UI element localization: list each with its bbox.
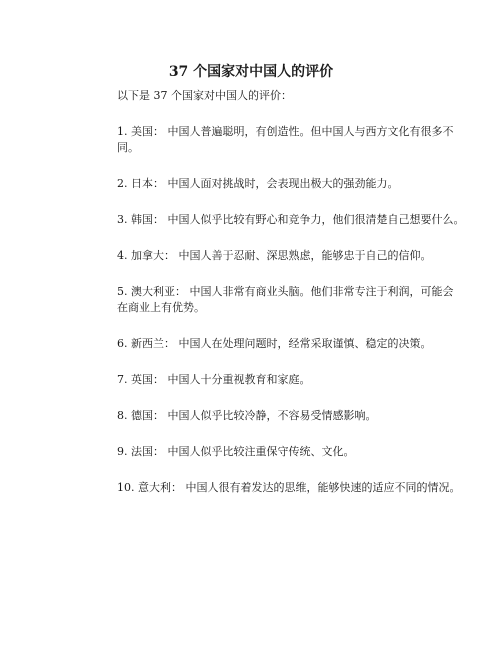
- list-item-line: 2. 日本： 中国人面对挑战时，会表现出极大的强劲能力。: [117, 177, 399, 190]
- list-item-line: 7. 英国： 中国人十分重视教育和家庭。: [117, 373, 311, 386]
- list-item-line: 同。: [117, 141, 139, 154]
- list-item: [117, 444, 355, 460]
- list-item-line: 在商业上有优势。: [117, 301, 205, 314]
- list-item-line: 1. 美国： 中国人普遍聪明，有创造性。但中国人与西方文化有很多不: [117, 125, 454, 138]
- list-item: [117, 248, 432, 264]
- list-item-line: 3. 韩国： 中国人似乎比较有野心和竞争力，他们很清楚自己想要什么。: [117, 213, 465, 226]
- list-item: [117, 176, 399, 192]
- list-item: [117, 124, 454, 156]
- list-item-line: 5. 澳大利亚： 中国人非常有商业头脑。他们非常专注于利润，可能会: [117, 285, 454, 298]
- list-item-line: 10. 意大利： 中国人很有着发达的思维，能够快速的适应不同的情况。: [117, 481, 461, 494]
- list-item-line: 9. 法国： 中国人似乎比较注重保守传统、文化。: [117, 445, 355, 458]
- intro-paragraph: 以下是 37 个国家对中国人的评价：: [117, 89, 292, 102]
- list-item: [117, 212, 465, 228]
- list-item: [117, 408, 377, 424]
- list-item: [117, 480, 461, 496]
- list-item-line: 4. 加拿大： 中国人善于忍耐、深思熟虑，能够忠于自己的信仰。: [117, 249, 432, 262]
- list-item: [117, 336, 432, 352]
- list-item-line: 8. 德国： 中国人似乎比较冷静，不容易受情感影响。: [117, 409, 377, 422]
- list-item: [117, 372, 311, 388]
- list-item-line: 6. 新西兰： 中国人在处理问题时，经常采取谨慎、稳定的决策。: [117, 337, 432, 350]
- document-title: 37 个国家对中国人的评价: [168, 64, 334, 80]
- list-item: [117, 284, 454, 316]
